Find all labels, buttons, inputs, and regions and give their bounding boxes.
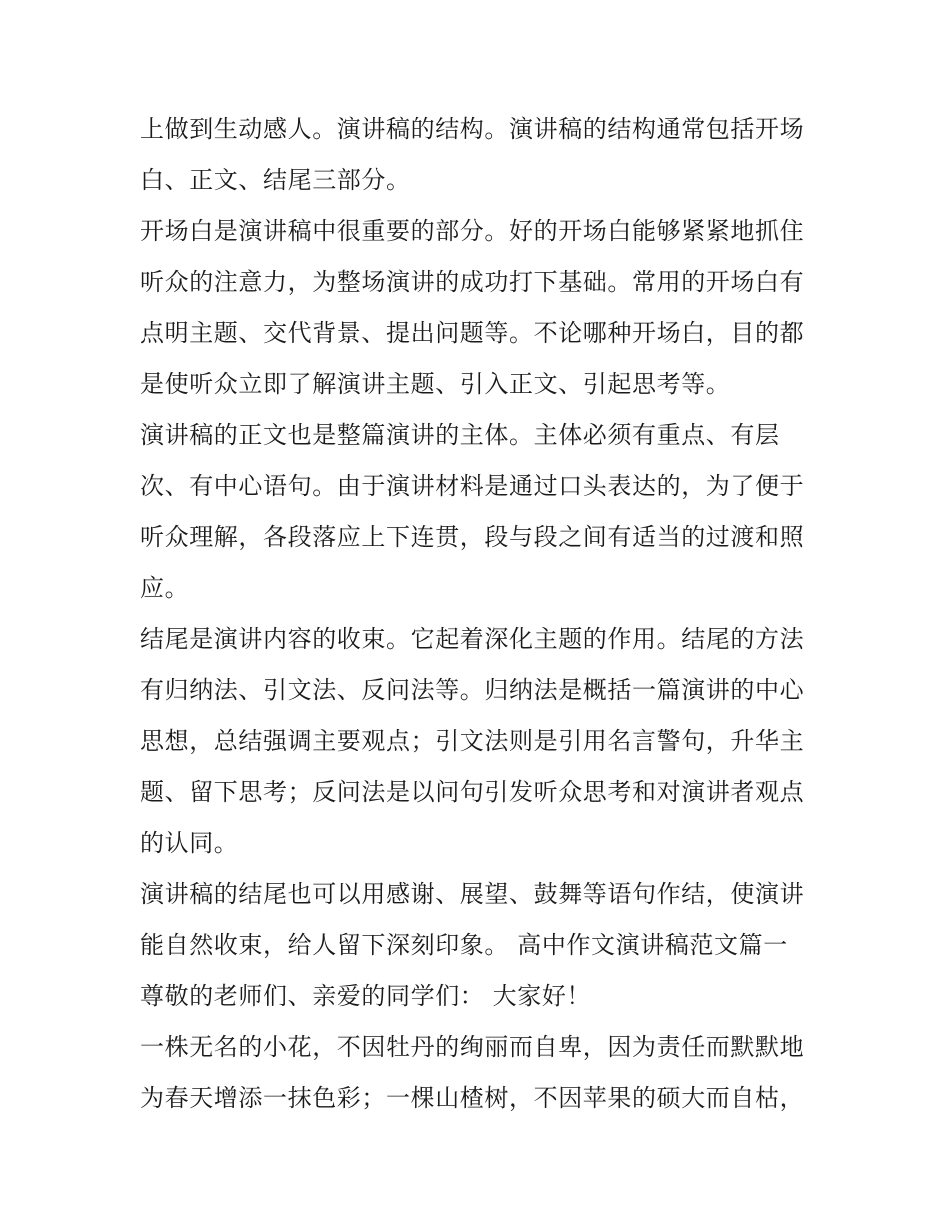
- text-line: 点明主题、交代背景、提出问题等。不论哪种开场白，目的都: [140, 319, 805, 347]
- text-line: 上做到生动感人。演讲稿的结构。演讲稿的结构通常包括开场: [140, 115, 805, 143]
- text-line: 尊敬的老师们、亲爱的同学们： 大家好！: [140, 982, 592, 1010]
- text-line: 次、有中心语句。由于演讲材料是通过口头表达的，为了便于: [140, 472, 805, 500]
- text-line: 白、正文、结尾三部分。: [140, 166, 411, 194]
- text-line: 结尾是演讲内容的收束。它起着深化主题的作用。结尾的方法: [140, 625, 805, 653]
- text-line: 演讲稿的正文也是整篇演讲的主体。主体必须有重点、有层: [140, 421, 780, 449]
- text-line: 的认同。: [140, 829, 239, 857]
- text-line: 听众理解，各段落应上下连贯，段与段之间有适当的过渡和照: [140, 523, 805, 551]
- text-line: 开场白是演讲稿中很重要的部分。好的开场白能够紧紧地抓住: [140, 217, 805, 245]
- text-line: 能自然收束，给人留下深刻印象。 高中作文演讲稿范文篇一: [140, 931, 788, 959]
- text-line: 应。: [140, 574, 190, 602]
- text-line: 听众的注意力，为整场演讲的成功打下基础。常用的开场白有: [140, 268, 805, 296]
- text-line: 思想，总结强调主要观点；引文法则是引用名言警句，升华主: [140, 727, 805, 755]
- text-line: 有归纳法、引文法、反问法等。归纳法是概括一篇演讲的中心: [140, 676, 805, 704]
- text-line: 一株无名的小花，不因牡丹的绚丽而自卑，因为责任而默默地: [140, 1033, 805, 1061]
- text-line: 为春天增添一抹色彩；一棵山楂树，不因苹果的硕大而自枯，: [140, 1084, 805, 1112]
- text-line: 是使听众立即了解演讲主题、引入正文、引起思考等。: [140, 370, 731, 398]
- body-text: [140, 104, 830, 1124]
- text-line: 题、留下思考；反问法是以问句引发听众思考和对演讲者观点: [140, 778, 805, 806]
- text-line: 演讲稿的结尾也可以用感谢、展望、鼓舞等语句作结，使演讲: [140, 880, 805, 908]
